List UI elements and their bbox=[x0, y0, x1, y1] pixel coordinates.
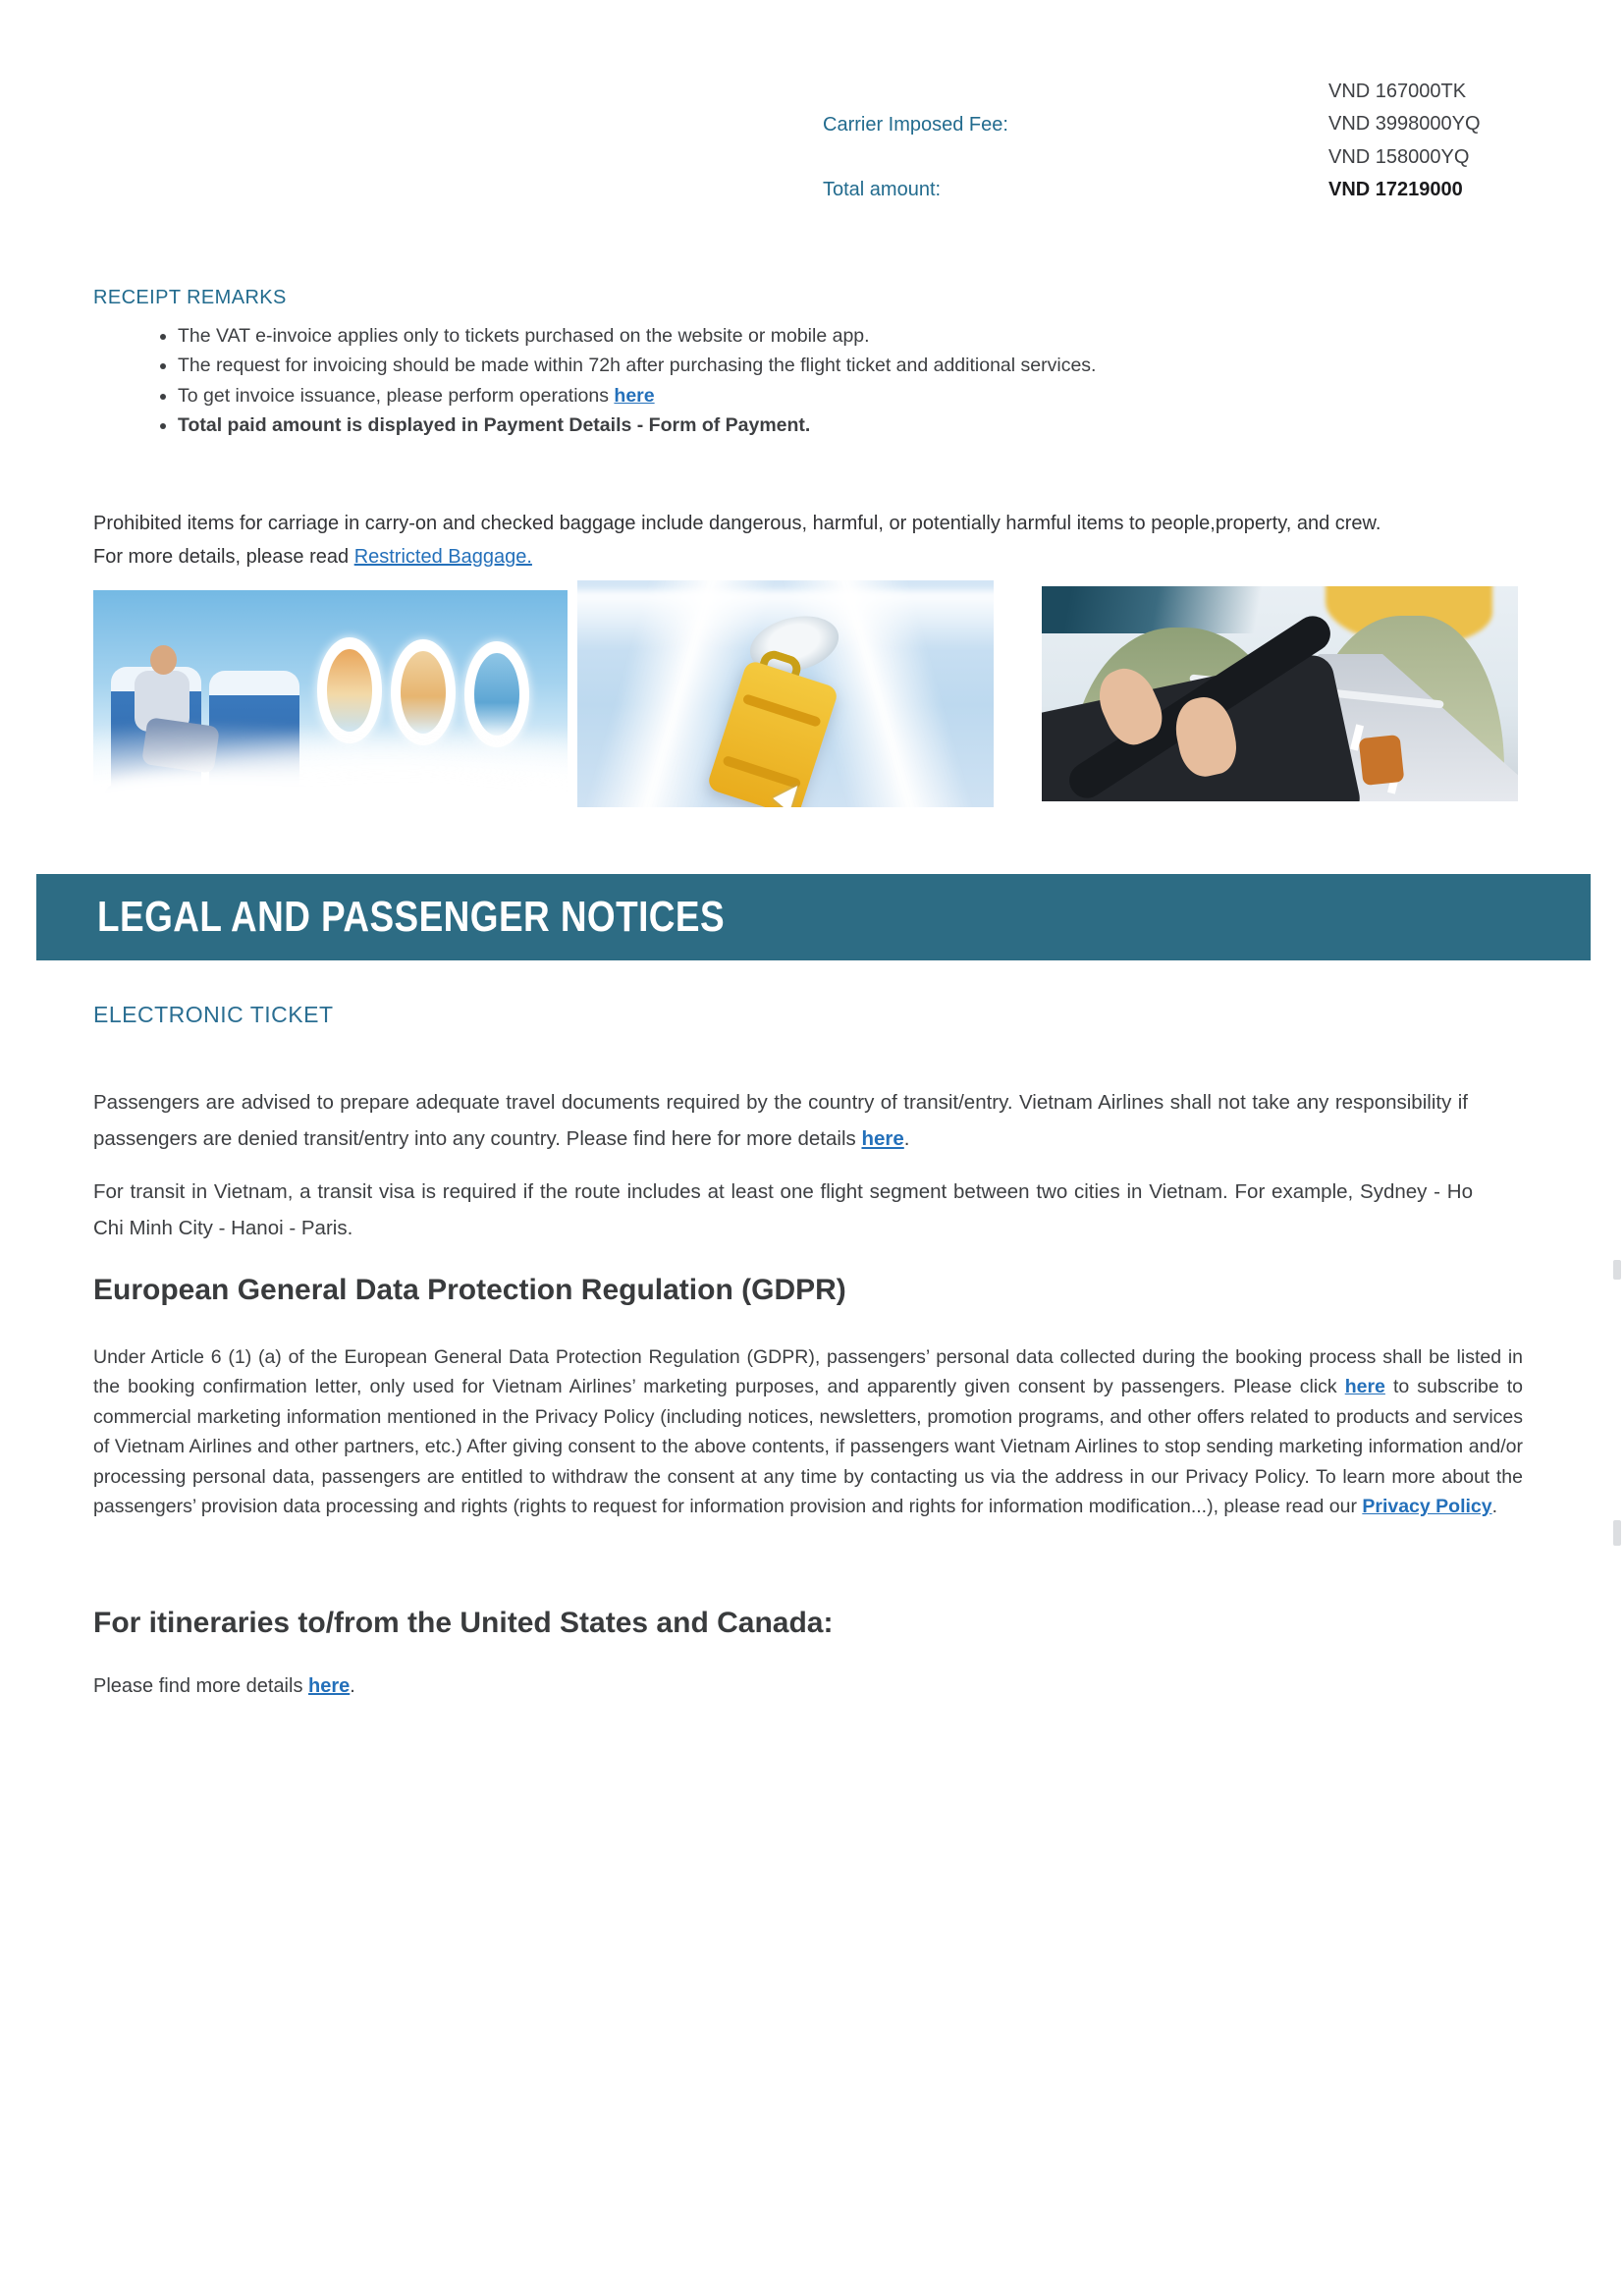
baggage-notice-paragraph bbox=[93, 507, 1389, 574]
gdpr-heading: European General Data Protection Regulation (GDPR) bbox=[93, 1274, 846, 1306]
text-segment: Passengers are advised to prepare adequate travel documents required by the country of transit/entry. Vietnam Airlines shall not take any responsibility if passengers are denied transit/entry into any country. Please find here for more details bbox=[93, 1091, 1468, 1150]
legal-notices-banner bbox=[36, 874, 1591, 960]
flying-luggage-photo bbox=[577, 580, 994, 807]
text-segment: To get invoice issuance, please perform operations bbox=[178, 384, 615, 407]
text-segment: Total paid amount is displayed in Payment Details - Form of Payment. bbox=[178, 414, 811, 437]
us-canada-here-link[interactable]: here bbox=[308, 1675, 351, 1697]
clouds-graphic bbox=[93, 724, 568, 798]
gdpr-paragraph bbox=[93, 1342, 1523, 1521]
remark-item bbox=[178, 410, 1411, 440]
scan-artifact bbox=[1613, 1520, 1621, 1546]
fee-value: VND 167000TK bbox=[1328, 81, 1467, 102]
us-canada-heading: For itineraries to/from the United States and Canada: bbox=[93, 1607, 834, 1639]
fee-value: VND 3998000YQ bbox=[1328, 113, 1481, 136]
text-segment: The VAT e-invoice applies only to tickets purchased on the website or mobile app. bbox=[178, 325, 870, 347]
road-trip-photo bbox=[1042, 586, 1518, 801]
text-segment: Under Article 6 (1) (a) of the European General Data Protection Regulation (GDPR), passengers’ personal data collected during the booking process shall be listed in the booking confirmation letter, only used for Vietnam Airlines’ marketing purposes, and apparently given consent by passengers. Please click bbox=[93, 1346, 1523, 1398]
us-canada-details-line bbox=[93, 1675, 355, 1698]
total-amount-label: Total amount: bbox=[823, 179, 942, 200]
payment-values-column bbox=[1328, 76, 1481, 207]
remark-item bbox=[178, 351, 1411, 380]
luggage-on-road-graphic bbox=[1359, 735, 1405, 786]
transit-visa-paragraph bbox=[93, 1174, 1473, 1246]
airline-seats-photo bbox=[93, 590, 568, 798]
text-segment: Prohibited items for carriage in carry-on and checked baggage include dangerous, harmful, or potentially harmful items to people,property, and crew. For more details, please read bbox=[93, 513, 1381, 568]
restricted-baggage-link[interactable]: Restricted Baggage. bbox=[353, 546, 532, 568]
text-segment: to subscribe to commercial marketing information mentioned in the Privacy Policy (including notices, newsletters, promotion programs, and other offers related to products and services of Vietnam Airlines and other partners, etc.) After giving consent to the above contents, if passengers want Vietnam Airlines to stop sending marketing information and/or processing personal data, passengers are entitled to withdraw the consent at any time by contacting us via the address in our Privacy Policy. To learn more about the passengers’ provision data processing and rights (rights to request for information provision and rights for information modification...), please read our bbox=[93, 1376, 1524, 1518]
text-segment: . bbox=[903, 1127, 910, 1150]
electronic-ticket-title: ELECTRONIC TICKET bbox=[93, 1002, 334, 1027]
total-amount-value: VND 17219000 bbox=[1328, 179, 1463, 201]
text-segment: For transit in Vietnam, a transit visa is required if the route includes at least one flight segment between two cities in Vietnam. For example, Sydney - Ho Chi Minh City - Hanoi - Paris. bbox=[93, 1180, 1473, 1239]
invoice-here-link[interactable]: here bbox=[614, 384, 655, 407]
windshield-tint-graphic bbox=[1042, 586, 1327, 633]
remark-item bbox=[178, 321, 1411, 351]
gdpr-subscribe-here-link[interactable]: here bbox=[1344, 1376, 1385, 1398]
fee-value: VND 158000YQ bbox=[1328, 145, 1470, 168]
receipt-remarks-title: RECEIPT REMARKS bbox=[93, 287, 287, 308]
privacy-policy-link[interactable]: Privacy Policy bbox=[1362, 1496, 1492, 1518]
text-segment: . bbox=[1491, 1496, 1498, 1518]
legal-notices-banner-title: LEGAL AND PASSENGER NOTICES bbox=[97, 893, 726, 941]
scan-artifact bbox=[1613, 1260, 1621, 1280]
text-segment: . bbox=[350, 1675, 355, 1697]
carrier-imposed-fee-label: Carrier Imposed Fee: bbox=[823, 114, 1008, 136]
remark-item bbox=[178, 381, 1411, 410]
passenger-figure bbox=[150, 645, 177, 675]
travel-documents-paragraph bbox=[93, 1084, 1468, 1157]
text-segment: Please find more details bbox=[93, 1675, 309, 1697]
travel-documents-here-link[interactable]: here bbox=[861, 1127, 904, 1150]
receipt-remarks-list bbox=[154, 321, 1411, 441]
text-segment: The request for invoicing should be made within 72h after purchasing the flight ticket and additional services. bbox=[178, 355, 1097, 377]
